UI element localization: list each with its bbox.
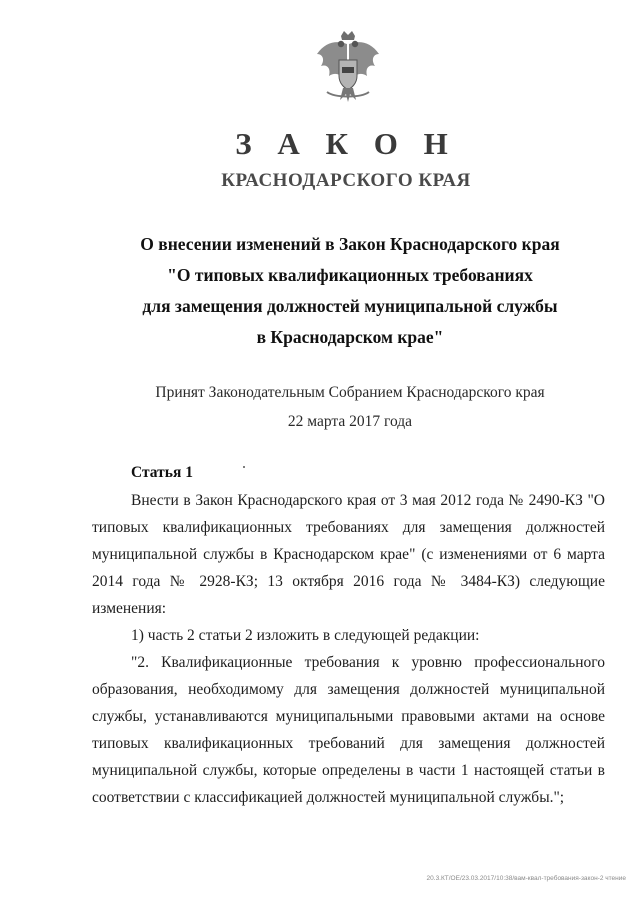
law-heading: З А К О Н bbox=[235, 126, 457, 161]
document-footer-code: 20.3.КТ/ОЕ/23.03.2017/10:38/вам-квал-требования-закон-2 чтение bbox=[426, 875, 626, 882]
scan-speck bbox=[243, 466, 245, 468]
adoption-date: 22 марта 2017 года bbox=[287, 413, 413, 430]
paragraph: Внести в Закон Краснодарского края от 3 мая 2012 года № 2490-КЗ "О типовых квалификационных требованиях для замещения должностей муниципальной службы в Краснодарском крае" (с изменениями от 6 марта 2014 года № 2928-КЗ; 13 октября 2016 года № 3484-КЗ) следующие изменения: bbox=[92, 492, 605, 617]
title-line: О внесении изменений в Закон Краснодарского края bbox=[140, 234, 560, 254]
region-heading: КРАСНОДАРСКОГО КРАЯ bbox=[221, 170, 471, 191]
title-line: в Краснодарском крае" bbox=[256, 327, 444, 347]
paragraph: "2. Квалификационные требования к уровню профессионального образования, необходимому для замещения должностей муниципальной службы, устанавливаются муниципальными правовыми актами на основе типовых квалификационных требований для замещения должностей муниципальной службы, которые определены в части 1 настоящей статьи в соответствии с классификацией должностей муниципальной службы."; bbox=[92, 654, 605, 806]
article-heading: Статья 1 bbox=[131, 464, 193, 481]
article-body bbox=[92, 487, 605, 811]
coat-of-arms-icon bbox=[313, 30, 383, 106]
title-line: для замещения должностей муниципальной службы bbox=[142, 296, 558, 316]
adoption-body: Принят Законодательным Собранием Краснодарского края bbox=[155, 384, 545, 401]
adoption-info bbox=[0, 378, 640, 436]
title-line: "О типовых квалификационных требованиях bbox=[167, 265, 533, 285]
law-title bbox=[0, 229, 640, 353]
paragraph: 1) часть 2 статьи 2 изложить в следующей редакции: bbox=[131, 627, 480, 644]
